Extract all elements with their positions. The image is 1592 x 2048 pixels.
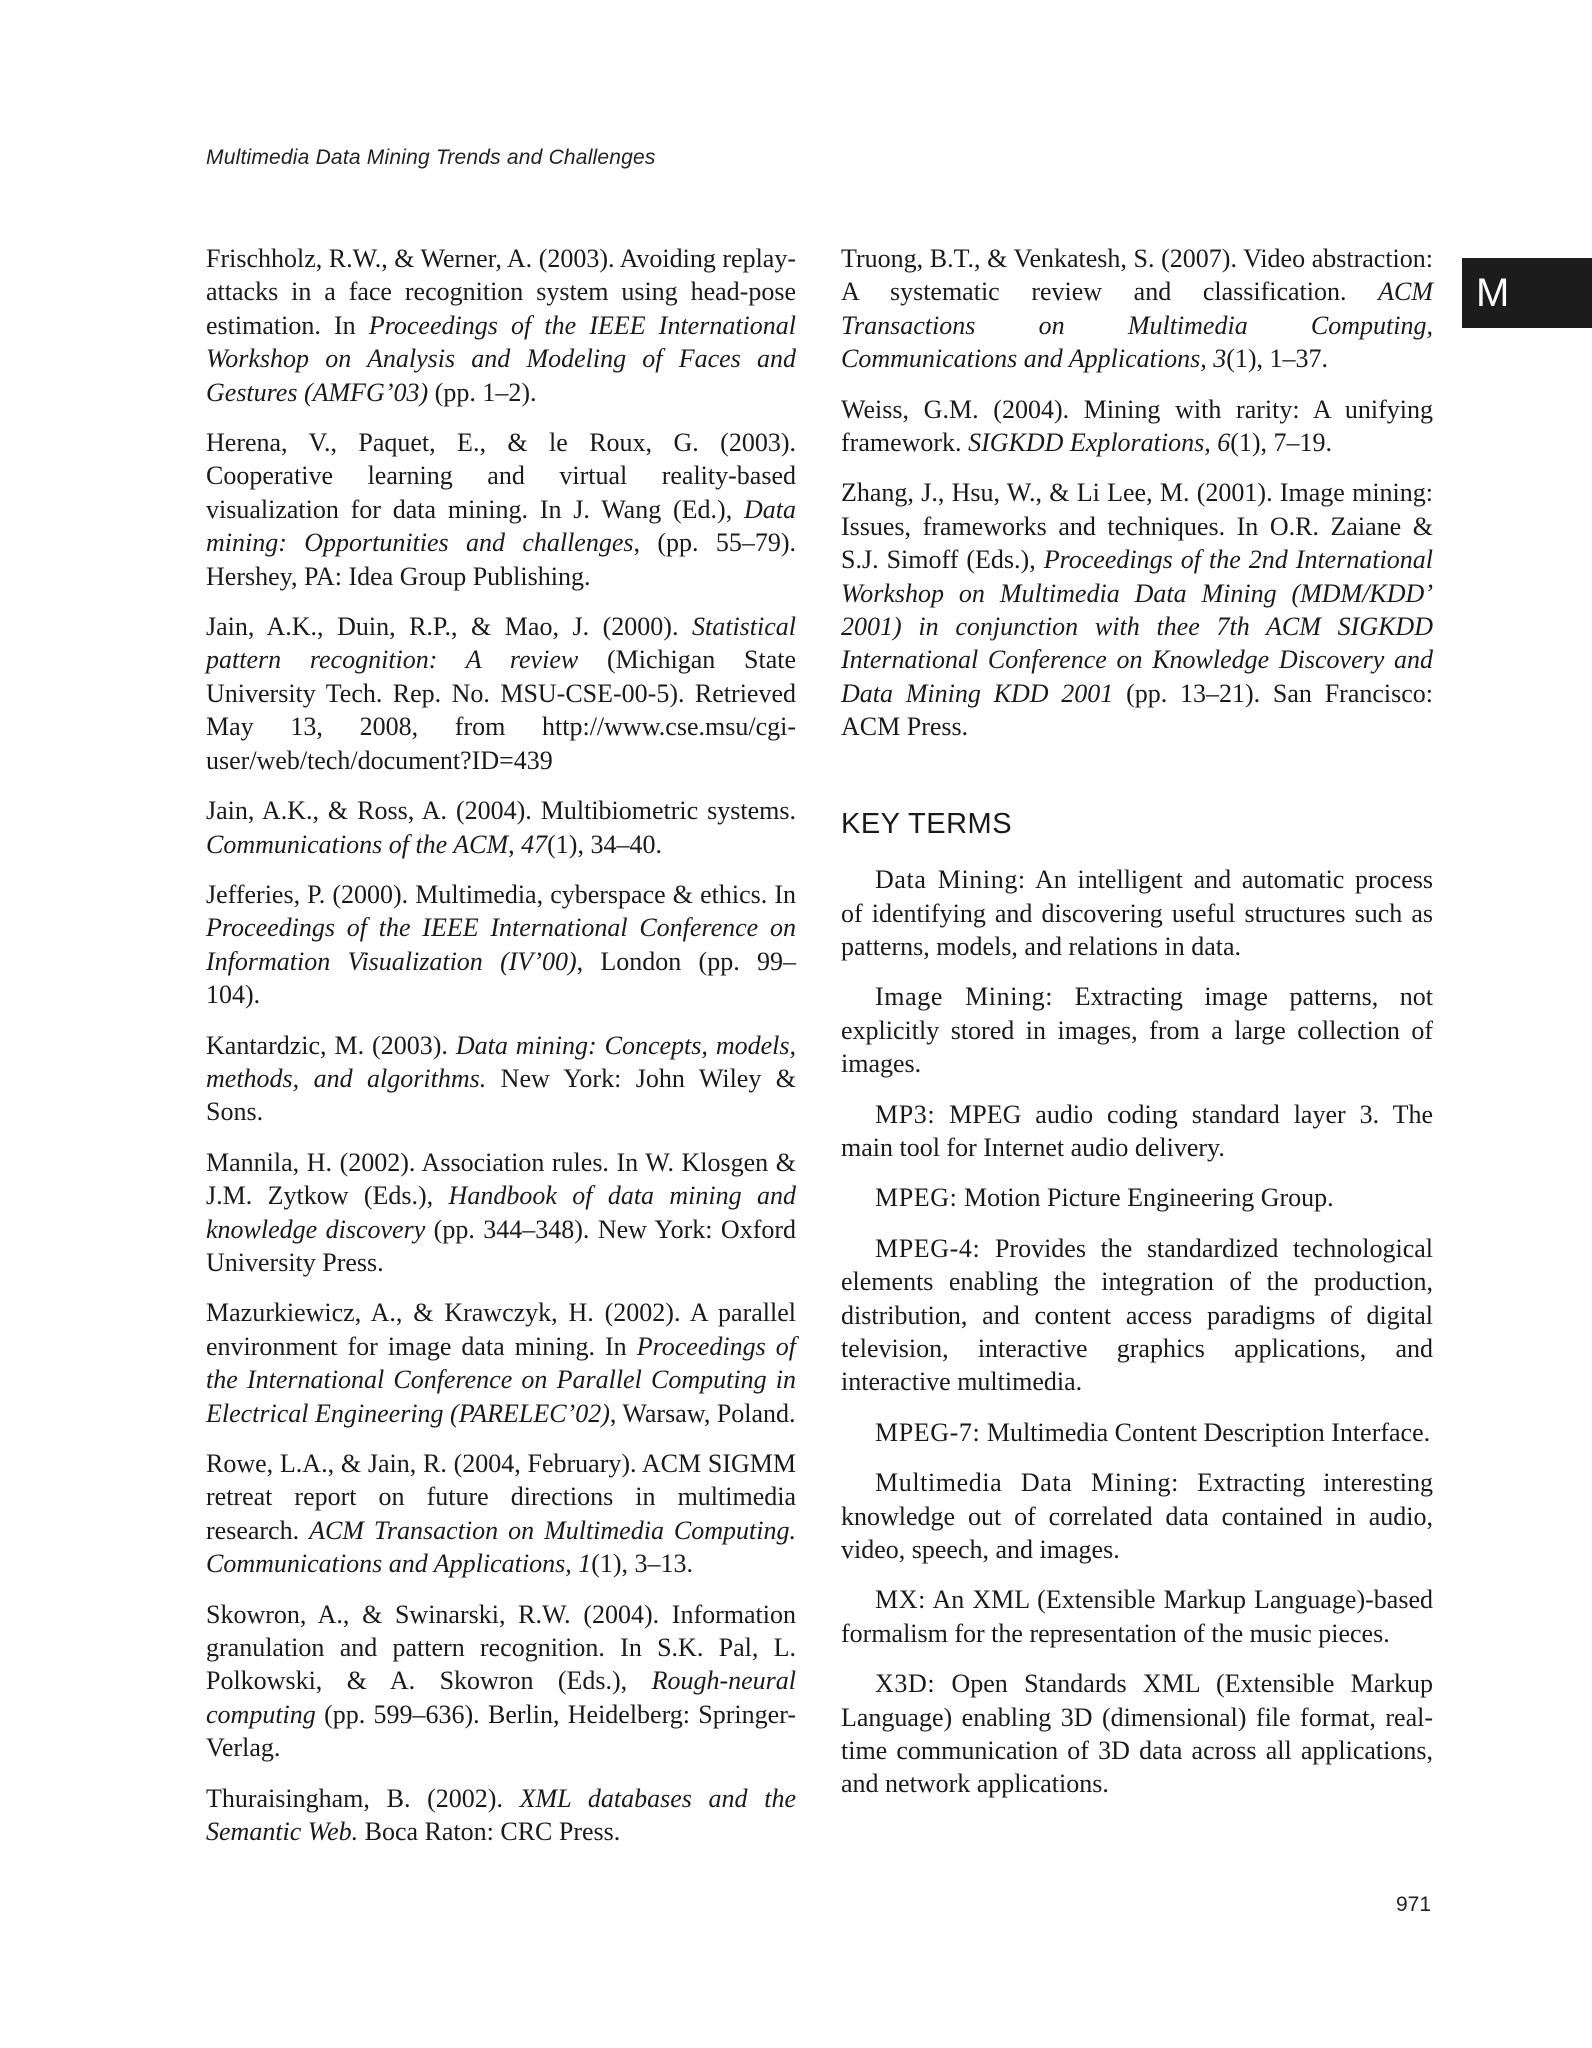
references-left-column (206, 242, 796, 1865)
reference-entry: Thuraisingham, B. (2002). XML databases and the Semantic Web. Boca Raton: CRC Press. (206, 1783, 796, 1847)
reference-entry: Jain, A.K., Duin, R.P., & Mao, J. (2000). Statistical pattern recognition: A review (Michigan State University Tech. Rep. No. MSU-CSE-00-5). Retrieved May 13, 2008, from http://www.cse.msu/cgi-user/web/tech/document?ID=439 (206, 612, 796, 775)
reference-entry: Mazurkiewicz, A., & Krawczyk, H. (2002). A parallel environment for image data mining. In Proceedings of the International Conference on Parallel Computing in Electrical Engineering (PARELEC’02), Warsaw, Poland. (206, 1298, 796, 1428)
key-term-name: Multimedia Data Mining: (875, 1468, 1179, 1498)
references-right-column (841, 242, 1433, 1818)
key-term-entry (841, 1232, 1433, 1399)
reference-entry: Skowron, A., & Swinarski, R.W. (2004). Information granulation and pattern recognition. In S.K. Pal, L. Polkowski, & A. Skowron (Eds.), Rough-neural computing (pp. 599–636). Berlin, Heidelberg: Springer-Verlag. (206, 1599, 796, 1763)
key-term-name: X3D: (875, 1669, 936, 1699)
running-head: Multimedia Data Mining Trends and Challenges (206, 146, 656, 169)
key-term-name: MPEG: (875, 1183, 958, 1213)
reference-entry: Jefferies, P. (2000). Multimedia, cyberspace & ethics. In Proceedings of the IEEE International Conference on Information Visualization (IV’00), London (pp. 99–104). (206, 879, 796, 1010)
key-term-entry (841, 1583, 1433, 1650)
key-term-definition: An intelligent and automatic process of identifying and discovering useful structures such as patterns, models, and relations in data. (841, 865, 1433, 961)
key-term-definition: An XML (Extensible Markup Language)-based formalism for the representation of the music pieces. (841, 1585, 1433, 1648)
key-term-definition: Extracting interesting knowledge out of correlated data contained in audio, video, speech, and images. (841, 1468, 1433, 1564)
key-term-name: MP3: (875, 1099, 936, 1129)
key-term-entry (841, 1466, 1433, 1566)
reference-entry: Kantardzic, M. (2003). Data mining: Concepts, models, methods, and algorithms. New York: John Wiley & Sons. (206, 1030, 796, 1127)
key-term-name: MX: (875, 1585, 926, 1615)
key-term-name: MPEG-4: (875, 1233, 981, 1263)
key-terms-heading: KEY TERMS (841, 807, 1013, 840)
reference-entry: Frischholz, R.W., & Werner, A. (2003). Avoiding replay-attacks in a face recognition system using head-pose estimation. In Proceedings of the IEEE International Workshop on Analysis and Modeling of Faces and Gestures (AMFG’03) (pp. 1–2). (206, 244, 797, 407)
key-term-entry (841, 1181, 1433, 1214)
key-term-entry (841, 1098, 1433, 1165)
reference-entry: Weiss, G.M. (2004). Mining with rarity: A unifying framework. SIGKDD Explorations, 6(1), 7–19. (841, 394, 1433, 458)
section-thumb-tab: M (1462, 258, 1592, 328)
reference-entry: Truong, B.T., & Venkatesh, S. (2007). Video abstraction: A systematic review and classification. ACM Transactions on Multimedia Computing, Communications and Applications, 3(1), 1–37. (841, 244, 1433, 374)
reference-entry: Mannila, H. (2002). Association rules. In W. Klosgen & J.M. Zytkow (Eds.), Handbook of data mining and knowledge discovery (pp. 344–348). New York: Oxford University Press. (206, 1147, 797, 1277)
key-term-definition: Open Standards XML (Extensible Markup Language) enabling 3D (dimensional) file format, real-time communication of 3D data across all applications, and network applications. (841, 1669, 1433, 1799)
key-term-entry (841, 1416, 1433, 1449)
reference-entry: Herena, V., Paquet, E., & le Roux, G. (2003). Cooperative learning and virtual reality-based visualization for data mining. In J. Wang (Ed.), Data mining: Opportunities and challenges, (pp. 55–79). Hershey, PA: Idea Group Publishing. (206, 428, 796, 591)
key-term-definition: Provides the standardized technological elements enabling the integration of the production, distribution, and content access paradigms of digital television, interactive graphics applications, and interactive multimedia. (841, 1233, 1433, 1397)
key-term-entry (841, 1667, 1433, 1801)
key-term-definition: Extracting image patterns, not explicitly stored in images, from a large collection of images. (841, 982, 1433, 1079)
reference-entry: Jain, A.K., & Ross, A. (2004). Multibiometric systems. Communications of the ACM, 47(1), 34–40. (206, 796, 796, 859)
key-term-definition: Motion Picture Engineering Group. (957, 1183, 1334, 1213)
key-term-entry (841, 863, 1433, 963)
key-term-name: Data Mining: (875, 865, 1026, 895)
key-term-entry (841, 980, 1433, 1080)
key-term-name: MPEG-7: (875, 1417, 981, 1447)
page-number: 971 (1396, 1893, 1432, 1916)
key-term-name: Image Mining: (875, 982, 1054, 1012)
reference-entry: Rowe, L.A., & Jain, R. (2004, February). ACM SIGMM retreat report on future directions in multimedia research. ACM Transaction on Multimedia Computing. Communications and Applications, 1(1), 3–13. (206, 1449, 796, 1579)
key-term-definition: Multimedia Content Description Interface. (980, 1417, 1431, 1447)
key-term-definition: MPEG audio coding standard layer 3. The main tool for Internet audio delivery. (841, 1099, 1433, 1162)
reference-entry: Zhang, J., Hsu, W., & Li Lee, M. (2001). Image mining: Issues, frameworks and techniques. In O.R. Zaiane & S.J. Simoff (Eds.), Proceedings of the 2nd International Workshop on Multimedia Data Mining (MDM/KDD’ 2001) in conjunction with thee 7th ACM SIGKDD International Conference on Knowledge Discovery and Data Mining KDD 2001 (pp. 13–21). San Francisco: ACM Press. (841, 478, 1434, 742)
